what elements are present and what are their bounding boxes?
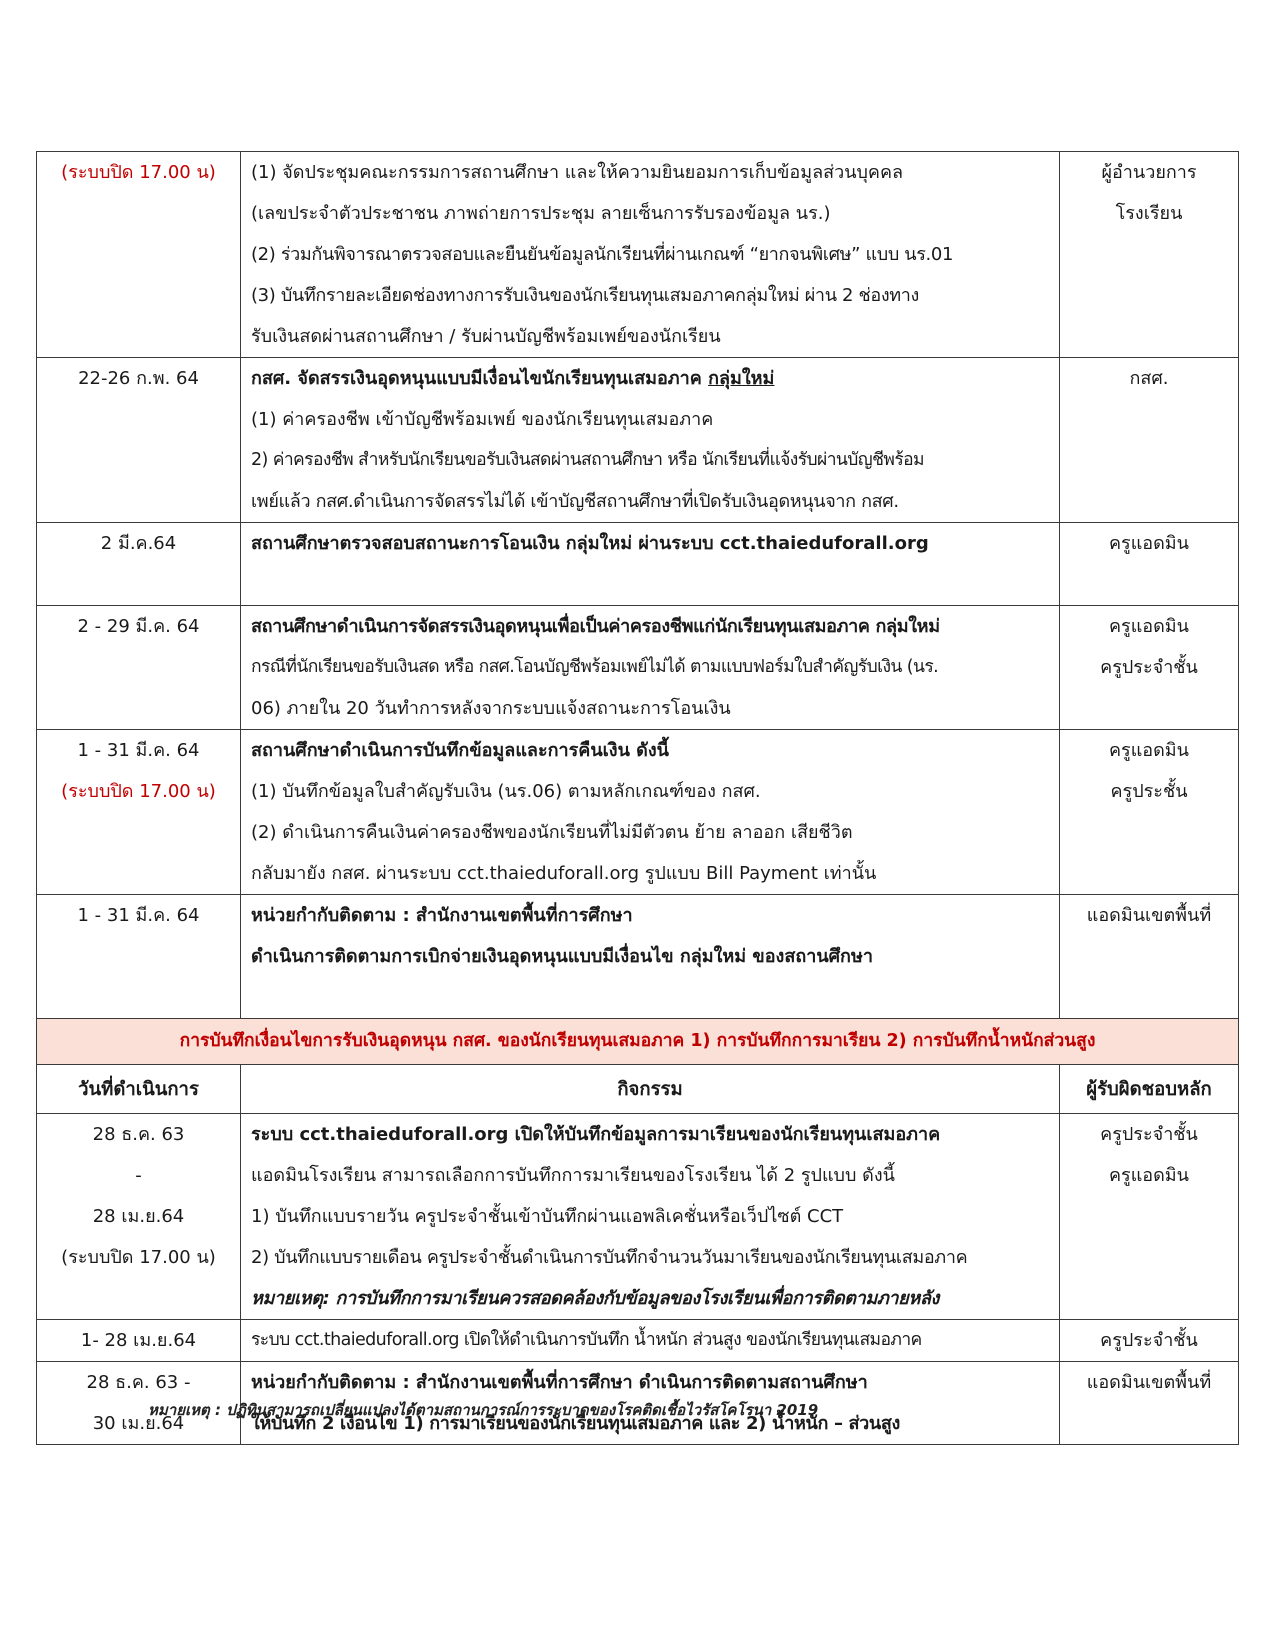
activity-line: [241, 316, 1059, 357]
activity-text: 2) บันทึกแบบรายเดือน ครูประจำชั้นดำเนินการบันทึกจำนวนวันมาเรียนของนักเรียนทุนเสมอภาค: [251, 1247, 968, 1268]
activity-line: [241, 895, 1059, 936]
date-cell: [37, 730, 241, 895]
activity-line: [241, 1237, 1059, 1278]
activity-line: [241, 275, 1059, 316]
activity-line: [241, 647, 1059, 688]
date-line: 1- 28 เม.ย.64: [80, 1330, 197, 1351]
date-cell: [37, 1320, 241, 1362]
conditions-band: การบันทึกเงื่อนไขการรับเงินอุดหนุน กสศ. ของนักเรียนทุนเสมอภาค 1) การบันทึกการมาเรียน 2) การบันทึกน้ำหนักส่วนสูง: [37, 1019, 1239, 1065]
owner-line: ครูประจำชั้น: [1100, 1330, 1198, 1351]
activity-line: [241, 399, 1059, 440]
activity-text: (1) ค่าครองชีพ เข้าบัญชีพร้อมเพย์ ของนักเรียนทุนเสมอภาค: [251, 409, 714, 430]
owner-line: ครูประจำชั้น: [1100, 1124, 1198, 1145]
owner-cell: [1060, 606, 1239, 730]
owner-line: แอดมินเขตพื้นที่: [1086, 905, 1212, 926]
table-row: [37, 523, 1239, 606]
owner-line: ครูประจำชั้น: [1100, 657, 1198, 678]
owner-line: โรงเรียน: [1115, 203, 1183, 224]
activity-line: [241, 1278, 1059, 1319]
date-line: 28 ธ.ค. 63 -: [86, 1372, 191, 1393]
activity-text: หน่วยกำกับติดตาม : สำนักงานเขตพื้นที่การศึกษา ดำเนินการติดตามสถานศึกษา: [251, 1372, 868, 1393]
owner-cell: [1060, 1362, 1239, 1445]
activity-line: [241, 152, 1059, 193]
table-row: [37, 606, 1239, 730]
owner-cell: [1060, 1114, 1239, 1320]
activity-cell: [241, 1114, 1060, 1320]
owner-cell: [1060, 730, 1239, 895]
date-line: 1 - 31 มี.ค. 64: [77, 740, 200, 761]
activity-cell: [241, 358, 1060, 523]
date-cell: [37, 606, 241, 730]
activity-line: [241, 1114, 1059, 1155]
owner-line: แอดมินเขตพื้นที่: [1086, 1372, 1212, 1393]
date-cell: [37, 1114, 241, 1320]
activity-line: [241, 440, 1059, 481]
activity-text: หน่วยกำกับติดตาม : สำนักงานเขตพื้นที่การศึกษา: [251, 905, 633, 926]
owner-line: ครูแอดมิน: [1109, 533, 1189, 554]
activity-line: [241, 358, 1059, 399]
date-cell: [37, 523, 241, 606]
schedule-top-rows: [37, 152, 1239, 1019]
activity-line: [241, 1362, 1059, 1403]
activity-line: [241, 606, 1059, 647]
activity-line: [241, 936, 1059, 977]
activity-line: [241, 977, 1059, 1018]
activity-text: (3) บันทึกรายละเอียดช่องทางการรับเงินของนักเรียนทุนเสมอภาคกลุ่มใหม่ ผ่าน 2 ช่องทาง: [251, 285, 919, 306]
activity-text: 06) ภายใน 20 วันทำการหลังจากระบบแจ้งสถานะการโอนเงิน: [251, 698, 731, 719]
activity-text: กลับมายัง กสศ. ผ่านระบบ cct.thaieduforall.org รูปแบบ Bill Payment เท่านั้น: [251, 863, 877, 884]
owner-line: ผู้อำนวยการ: [1101, 162, 1197, 183]
activity-text: สถานศึกษาดำเนินการบันทึกข้อมูลและการคืนเงิน ดังนี้: [251, 740, 669, 761]
activity-line: [241, 481, 1059, 522]
activity-text: แอดมินโรงเรียน สามารถเลือกการบันทึกการมาเรียนของโรงเรียน ได้ 2 รูปแบบ ดังนี้: [251, 1165, 895, 1186]
activity-text: (1) จัดประชุมคณะกรรมการสถานศึกษา และให้ความยินยอมการเก็บข้อมูลส่วนบุคคล: [251, 162, 904, 183]
table-row: [37, 895, 1239, 1019]
activity-cell: [241, 1320, 1060, 1362]
owner-line: ครูแอดมิน: [1109, 740, 1189, 761]
footnote: หมายเหตุ : ปฏิทินสามารถเปลี่ยนแปลงได้ตามสถานการณ์การระบาดของโรคติดเชื้อไวรัสโคโรนา 2019: [148, 1401, 819, 1419]
activity-text: รับเงินสดผ่านสถานศึกษา / รับผ่านบัญชีพร้อมเพย์ของนักเรียน: [251, 326, 721, 347]
activity-line: [241, 523, 1059, 564]
conditions-section: [37, 1019, 1239, 1114]
date-line: 2 - 29 มี.ค. 64: [77, 616, 200, 637]
owner-cell: [1060, 1320, 1239, 1362]
activity-text: เพย์แล้ว กสศ.ดำเนินการจัดสรรไม่ได้ เข้าบัญชีสถานศึกษาที่เปิดรับเงินอุดหนุนจาก กสศ.: [251, 491, 899, 512]
date-cell: [37, 358, 241, 523]
activity-line: [241, 1320, 1059, 1361]
owner-line: กสศ.: [1129, 368, 1169, 389]
table-row: [37, 730, 1239, 895]
owner-line: ครูแอดมิน: [1109, 616, 1189, 637]
owner-cell: [1060, 523, 1239, 606]
activity-line: [241, 193, 1059, 234]
table-row: [37, 358, 1239, 523]
activity-text: ให้บันทึก 2 เงื่อนไข 1) การมาเรียนของนักเรียนทุนเสมอภาค และ 2) น้ำหนัก – ส่วนสูง: [251, 1413, 900, 1434]
table-row: [37, 152, 1239, 358]
activity-line: [241, 564, 1059, 605]
header-activity: กิจกรรม: [241, 1065, 1060, 1114]
activity-text: 1) บันทึกแบบรายวัน ครูประจำชั้นเข้าบันทึกผ่านแอพลิเคชั่นหรือเว็ปไซต์ CCT: [251, 1206, 844, 1227]
activity-text: 2) ค่าครองชีพ สำหรับนักเรียนขอรับเงินสดผ่านสถานศึกษา หรือ นักเรียนที่แจ้งรับผ่านบัญชีพร้อม: [251, 450, 924, 470]
activity-line: [241, 812, 1059, 853]
activity-text: สถานศึกษาตรวจสอบสถานะการโอนเงิน กลุ่มใหม่ ผ่านระบบ cct.thaieduforall.org: [251, 533, 929, 554]
activity-text: ระบบ cct.thaieduforall.org เปิดให้บันทึกข้อมูลการมาเรียนของนักเรียนทุนเสมอภาค: [251, 1124, 941, 1145]
activity-text: (2) ร่วมกันพิจารณาตรวจสอบและยืนยันข้อมูลนักเรียนที่ผ่านเกณฑ์ “ยากจนพิเศษ” แบบ นร.01: [251, 244, 954, 265]
activity-cell: [241, 895, 1060, 1019]
date-cell: [37, 152, 241, 358]
header-date: วันที่ดำเนินการ: [37, 1065, 241, 1114]
activity-text: (1) บันทึกข้อมูลใบสำคัญรับเงิน (นร.06) ตามหลักเกณฑ์ของ กสศ.: [251, 781, 761, 802]
date-line: 2 มี.ค.64: [100, 533, 177, 554]
activity-cell: [241, 523, 1060, 606]
date-line: 1 - 31 มี.ค. 64: [77, 905, 200, 926]
activity-line: [241, 1196, 1059, 1237]
activity-cell: [241, 606, 1060, 730]
date-line: 22-26 ก.พ. 64: [78, 368, 199, 389]
activity-text: สถานศึกษาดำเนินการจัดสรรเงินอุดหนุนเพื่อเป็นค่าครองชีพแก่นักเรียนทุนเสมอภาค กลุ่มใหม่: [251, 616, 940, 637]
owner-line: ครูแอดมิน: [1109, 1165, 1189, 1186]
activity-text: หมายเหตุ: การบันทึกการมาเรียนควรสอดคล้องกับข้อมูลของโรงเรียนเพื่อการติดตามภายหลัง: [251, 1288, 940, 1309]
activity-cell: [241, 730, 1060, 895]
activity-text: (2) ดำเนินการคืนเงินค่าครองชีพของนักเรียนที่ไม่มีตัวตน ย้าย ลาออก เสียชีวิต: [251, 822, 853, 843]
owner-cell: [1060, 152, 1239, 358]
activity-cell: [241, 152, 1060, 358]
owner-line: ครูประชั้น: [1110, 781, 1188, 802]
activity-line: [241, 771, 1059, 812]
activity-text: (เลขประจำตัวประชาชน ภาพถ่ายการประชุม ลายเซ็นการรับรองข้อมูล นร.): [251, 203, 831, 224]
conditions-band-row: [37, 1019, 1239, 1065]
activity-line: [241, 688, 1059, 729]
date-cell: [37, 895, 241, 1019]
activity-line: [241, 730, 1059, 771]
date-line: 28 ธ.ค. 63: [92, 1124, 185, 1145]
table-row: [37, 1320, 1239, 1362]
activity-emphasis: กลุ่มใหม่: [708, 368, 775, 389]
owner-cell: [1060, 358, 1239, 523]
activity-line: [241, 234, 1059, 275]
date-line: 28 เม.ย.64: [92, 1206, 185, 1227]
header-owner: ผู้รับผิดชอบหลัก: [1060, 1065, 1239, 1114]
date-line: -: [135, 1165, 142, 1186]
activity-text: กสศ. จัดสรรเงินอุดหนุนแบบมีเงื่อนไขนักเรียนทุนเสมอภาค: [251, 368, 709, 389]
date-line: (ระบบปิด 17.00 น): [61, 1247, 216, 1268]
table-row: [37, 1114, 1239, 1320]
activity-text: กรณีที่นักเรียนขอรับเงินสด หรือ กสศ.โอนบัญชีพร้อมเพย์ไม่ได้ ตามแบบฟอร์มใบสำคัญรับเงิน (นร.: [251, 657, 939, 677]
date-line: 30 เม.ย.64: [92, 1413, 185, 1434]
table-header-row: [37, 1065, 1239, 1114]
activity-line: [241, 1155, 1059, 1196]
date-line: (ระบบปิด 17.00 น): [61, 162, 216, 183]
schedule-bottom-rows: [37, 1114, 1239, 1445]
activity-text: ระบบ cct.thaieduforall.org เปิดให้ดำเนินการบันทึก น้ำหนัก ส่วนสูง ของนักเรียนทุนเสมอภาค: [251, 1330, 922, 1350]
activity-text: ดำเนินการติดตามการเบิกจ่ายเงินอุดหนุนแบบมีเงื่อนไข กลุ่มใหม่ ของสถานศึกษา: [251, 946, 873, 967]
date-line: (ระบบปิด 17.00 น): [61, 781, 216, 802]
activity-line: [241, 853, 1059, 894]
owner-cell: [1060, 895, 1239, 1019]
schedule-table: [36, 151, 1239, 1445]
